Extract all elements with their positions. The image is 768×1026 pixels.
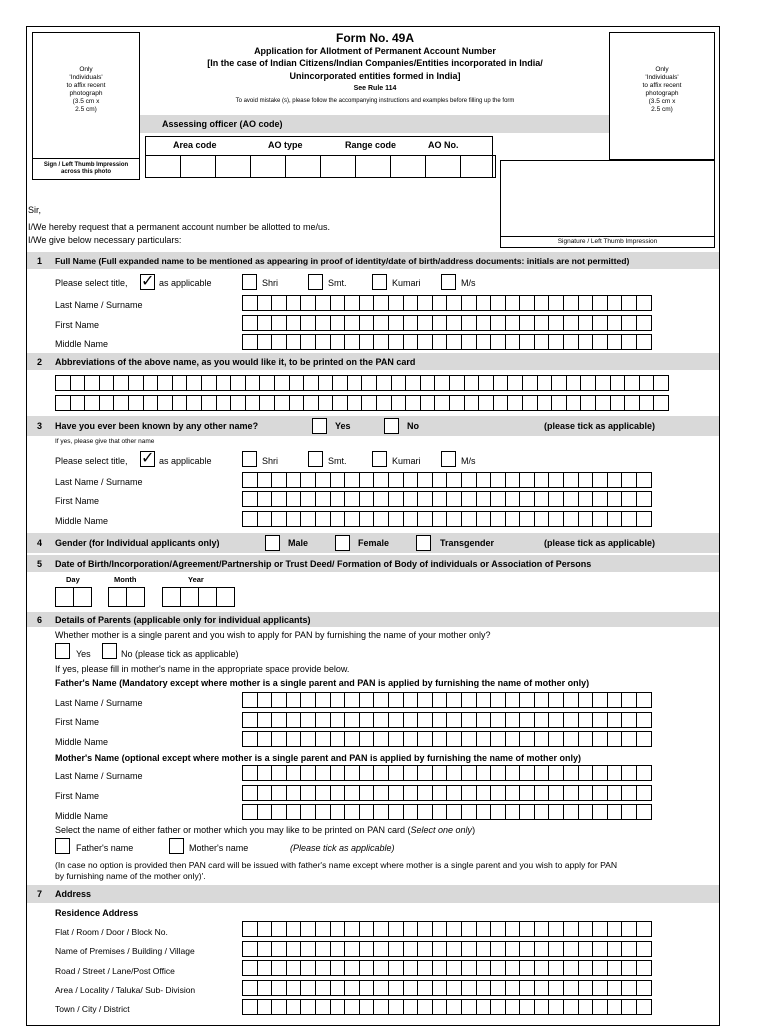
s6-father-last-label: Last Name / Surname: [55, 698, 143, 708]
s6-father-first-input[interactable]: [242, 712, 651, 728]
intro-line-2: I/We give below necessary particulars:: [28, 235, 182, 245]
s7-premises-label: Name of Premises / Building / Village: [55, 946, 195, 956]
s6-father-title: Father's Name (Mandatory except where mother is a single parent and PAN is applied by furnishing the name of mother only): [55, 678, 590, 688]
salutation: Sir,: [28, 205, 42, 215]
signature-box[interactable]: [500, 160, 715, 248]
s7-area-input[interactable]: [242, 980, 651, 996]
s2-abbrev-input-1[interactable]: [55, 375, 668, 391]
s3-select-title: Please select title,: [55, 456, 128, 466]
s3-middle-name-label: Middle Name: [55, 516, 109, 526]
s3-last-name-input[interactable]: [242, 472, 651, 488]
s3-ms-label: M/s: [461, 456, 476, 466]
s2-abbrev-input-2[interactable]: [55, 395, 668, 411]
s5-number: 5: [37, 559, 43, 569]
s3-yes-label: Yes: [335, 421, 351, 431]
s6-note-1: (In case no option is provided then PAN card will be issued with father's name except where mother is a single parent and you wish to apply for PAN: [55, 860, 618, 870]
s7-road-input[interactable]: [242, 960, 651, 976]
s6-if-yes: If yes, please fill in mother's name in the appropriate space provide below.: [55, 664, 350, 674]
s3-ms-checkbox[interactable]: [441, 451, 456, 467]
s1-middle-name-input[interactable]: [242, 334, 651, 350]
s1-last-name-label: Last Name / Surname: [55, 300, 143, 310]
rule-ref: See Rule 114: [353, 85, 397, 92]
s7-band: [27, 885, 719, 903]
s5-month-label: Month: [114, 575, 137, 584]
s3-no-checkbox[interactable]: [384, 418, 399, 434]
s3-as-applicable: as applicable: [159, 456, 212, 466]
s5-title: Date of Birth/Incorporation/Agreement/Partnership or Trust Deed/ Formation of Body of individuals or Association of Persons: [55, 559, 592, 569]
s3-first-name-input[interactable]: [242, 491, 651, 507]
s3-last-name-label: Last Name / Surname: [55, 477, 143, 487]
signature-caption: Signature / Left Thumb Impression: [557, 238, 658, 245]
s7-flat-label: Flat / Room / Door / Block No.: [55, 927, 168, 937]
ao-code-cells[interactable]: [145, 155, 495, 178]
s5-year-label: Year: [188, 575, 204, 584]
check-icon: ✓: [141, 273, 155, 290]
s4-transgender-label: Transgender: [440, 538, 495, 548]
s4-transgender-checkbox[interactable]: [416, 535, 431, 551]
s1-number: 1: [37, 256, 43, 266]
s6-mother-option-label: Mother's name: [189, 843, 249, 853]
right-photo-text: Only 'Individuals' to affix recent photograph (3.5 cm x 2.5 cm): [642, 66, 682, 113]
s6-question: Whether mother is a single parent and you wish to apply for PAN by furnishing the name of your mother only?: [55, 630, 491, 640]
s1-smt-checkbox[interactable]: [308, 274, 323, 290]
s7-premises-input[interactable]: [242, 941, 651, 957]
s2-number: 2: [37, 357, 43, 367]
s5-day-label: Day: [66, 575, 80, 584]
s7-title: Address: [55, 889, 92, 899]
s7-number: 7: [37, 889, 43, 899]
s1-first-name-label: First Name: [55, 320, 100, 330]
ao-area-code-label: Area code: [173, 140, 217, 150]
form-title-2: [In the case of Indian Citizens/Indian Companies/Entities incorporated in India/: [207, 58, 543, 68]
s3-first-name-label: First Name: [55, 496, 100, 506]
s6-yes-checkbox[interactable]: [55, 643, 70, 659]
form-number: Form No. 49A: [335, 31, 414, 45]
s6-father-option-label: Father's name: [76, 843, 134, 853]
s6-mother-option-checkbox[interactable]: [169, 838, 184, 854]
divider: [32, 158, 140, 159]
s4-tick-note: (please tick as applicable): [544, 538, 656, 548]
s3-no-label: No: [407, 421, 419, 431]
s6-mother-last-input[interactable]: [242, 765, 651, 781]
s3-smt-label: Smt.: [328, 456, 347, 466]
s4-male-checkbox[interactable]: [265, 535, 280, 551]
s2-title: Abbreviations of the above name, as you would like it, to be printed on the PAN card: [55, 357, 416, 367]
s7-area-label: Area / Locality / Taluka/ Sub- Division: [55, 985, 196, 995]
s3-middle-name-input[interactable]: [242, 511, 651, 527]
s6-father-middle-input[interactable]: [242, 731, 651, 747]
s3-kumari-checkbox[interactable]: [372, 451, 387, 467]
s3-shri-label: Shri: [262, 456, 279, 466]
intro-line-1: I/We hereby request that a permanent account number be allotted to me/us.: [28, 222, 331, 232]
s1-shri-checkbox[interactable]: [242, 274, 257, 290]
s5-day-input[interactable]: [55, 587, 91, 607]
s6-mother-title: Mother's Name (optional except where mother is a single parent and PAN is applied by furnishing the name of mother only): [55, 753, 582, 763]
ao-type-label: AO type: [268, 140, 303, 150]
s4-female-checkbox[interactable]: [335, 535, 350, 551]
s6-number: 6: [37, 615, 43, 625]
s6-yes-label: Yes: [76, 649, 91, 659]
instruction-text: To avoid mistake (s), please follow the accompanying instructions and examples before filling up the form: [235, 98, 515, 104]
sign-caption: Sign / Left Thumb Impression across this photo: [43, 162, 129, 175]
s3-shri-checkbox[interactable]: [242, 451, 257, 467]
s4-female-label: Female: [358, 538, 390, 548]
s6-mother-first-input[interactable]: [242, 785, 651, 801]
s6-mother-middle-input[interactable]: [242, 804, 651, 820]
s6-no-label: No (please tick as applicable): [121, 649, 239, 659]
s1-shri-label: Shri: [262, 278, 279, 288]
left-photo-text: Only 'Individuals' to affix recent photograph (3.5 cm x 2.5 cm): [66, 66, 106, 113]
s7-town-label: Town / City / District: [55, 1004, 130, 1014]
s7-road-label: Road / Street / Lane/Post Office: [55, 966, 175, 976]
s6-father-last-input[interactable]: [242, 692, 651, 708]
s3-yes-checkbox[interactable]: [312, 418, 327, 434]
s1-kumari-label: Kumari: [392, 278, 421, 288]
s1-select-title: Please select title,: [55, 278, 128, 288]
s1-title: Full Name (Full expanded name to be mentioned as appearing in proof of identity/date of birth/address documents: initials are not permitted): [55, 256, 630, 266]
s1-as-applicable: as applicable: [159, 278, 212, 288]
s1-kumari-checkbox[interactable]: [372, 274, 387, 290]
s6-father-first-label: First Name: [55, 717, 100, 727]
s7-town-input[interactable]: [242, 999, 651, 1015]
s1-middle-name-label: Middle Name: [55, 339, 109, 349]
s3-if-yes: If yes, please give that other name: [55, 438, 155, 445]
s3-kumari-label: Kumari: [392, 456, 421, 466]
s4-title: Gender (for Individual applicants only): [55, 538, 220, 548]
s3-number: 3: [37, 421, 43, 431]
s7-residence-title: Residence Address: [55, 908, 139, 918]
form-title-3: Unincorporated entities formed in India]: [289, 71, 461, 81]
s3-smt-checkbox[interactable]: [308, 451, 323, 467]
s6-father-option-checkbox[interactable]: [55, 838, 70, 854]
s1-last-name-input[interactable]: [242, 295, 651, 311]
s6-mother-middle-label: Middle Name: [55, 811, 109, 821]
s4-number: 4: [37, 538, 43, 548]
s1-smt-label: Smt.: [328, 278, 347, 288]
s7-flat-input[interactable]: [242, 921, 651, 937]
s1-ms-label: M/s: [461, 278, 476, 288]
ao-no-label: AO No.: [428, 140, 459, 150]
s3-tick-note: (please tick as applicable): [544, 421, 656, 431]
s1-ms-checkbox[interactable]: [441, 274, 456, 290]
form-title-1: Application for Allotment of Permanent Account Number: [254, 46, 496, 56]
s6-note-2: by furnishing name of the mother only)'.: [55, 871, 206, 881]
s3-title: Have you ever been known by any other name?: [55, 421, 259, 431]
ao-title: Assessing officer (AO code): [162, 119, 283, 129]
s1-first-name-input[interactable]: [242, 315, 651, 331]
s6-father-middle-label: Middle Name: [55, 737, 109, 747]
check-icon: ✓: [141, 450, 155, 467]
s6-select-name: Select the name of either father or mother which you may like to be printed on PAN card (Select one only): [55, 825, 476, 835]
s6-please-tick: (Please tick as applicable): [290, 843, 395, 853]
s6-no-checkbox[interactable]: [102, 643, 117, 659]
s6-title: Details of Parents (applicable only for individual applicants): [55, 615, 311, 625]
s4-male-label: Male: [288, 538, 309, 548]
s5-month-input[interactable]: [108, 587, 144, 607]
s5-year-input[interactable]: [162, 587, 234, 607]
s6-mother-last-label: Last Name / Surname: [55, 771, 143, 781]
divider: [500, 236, 715, 237]
s6-mother-first-label: First Name: [55, 791, 100, 801]
ao-range-code-label: Range code: [345, 140, 397, 150]
